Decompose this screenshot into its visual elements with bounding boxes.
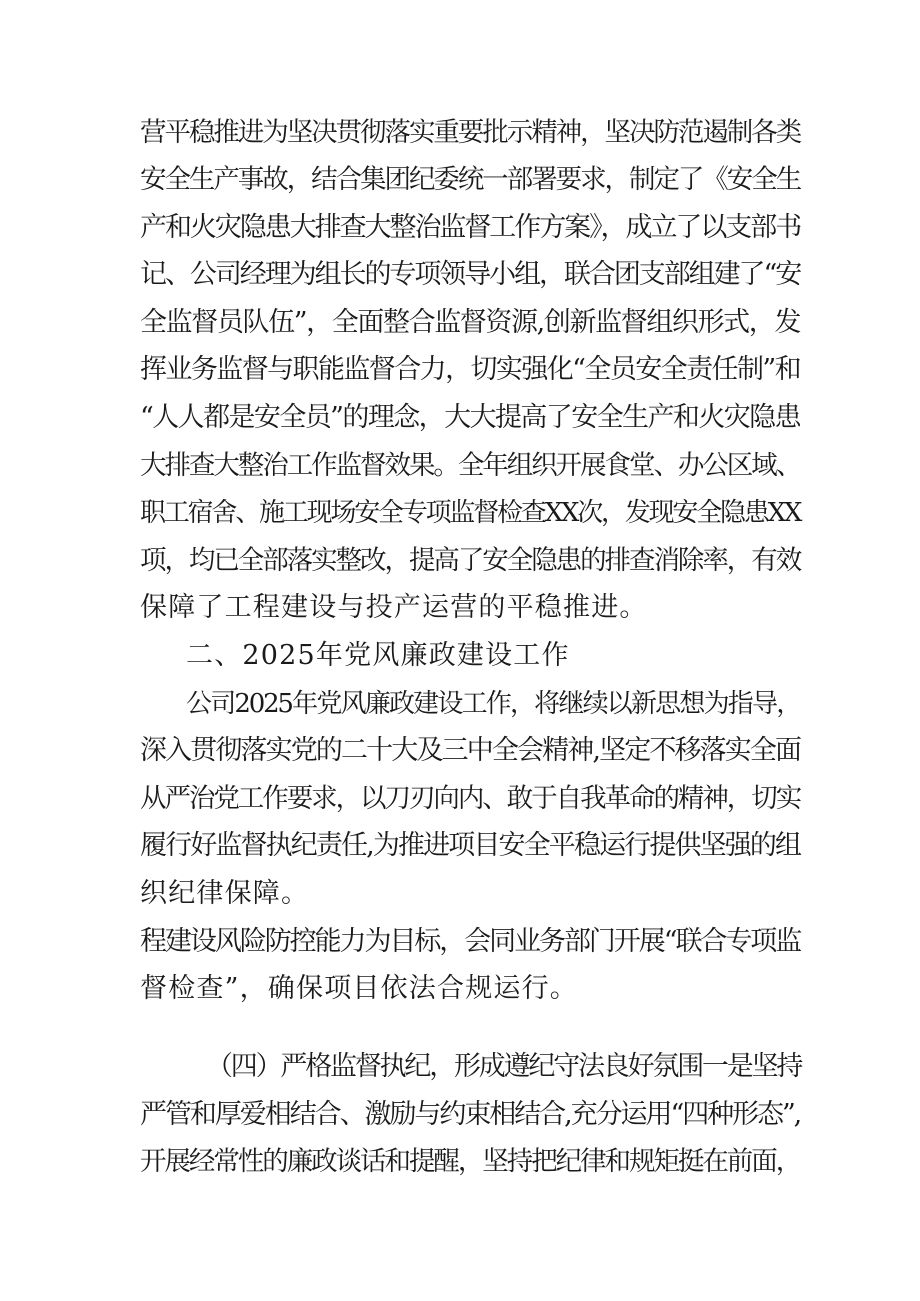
p1-line-5: 全监督员队伍”，全面整合监督资源,创新监督组织形式，发	[140, 307, 800, 338]
p1-line-4: 记、公司经理为组长的专项领导小组，联合团支部组建了“安	[140, 259, 800, 290]
p1-line-7: “人人都是安全员”的理念，大大提高了安全生产和火灾隐患	[140, 402, 800, 433]
p2-line-3: 从严治党工作要求，以刀刃向内、敢于自我革命的精神，切实	[140, 783, 800, 814]
p3-line-1: 程建设风险防控能力为目标，会同业务部门开展“联合专项监	[140, 926, 800, 957]
p1-line-2: 安全生产事故，结合集团纪委统一部署要求，制定了《安全生	[140, 164, 800, 195]
p1-line-1: 营平稳推进为坚决贯彻落实重要批示精神，坚决防范遏制各类	[140, 117, 800, 148]
p1-line-8: 大排查大整治工作监督效果。全年组织开展食堂、办公区域、	[140, 450, 800, 481]
p1-line-9: 职工宿舍、施工现场安全专项监督检查XX次，发现安全隐患XX	[140, 498, 801, 528]
p2-line-4: 履行好监督执纪责任,为推进项目安全平稳运行提供坚强的组	[140, 830, 800, 861]
p4-line-1: （四）严格监督执纪，形成遵纪守法良好氛围一是坚持	[206, 1051, 802, 1082]
p4-line-2: 严管和厚爱相结合、激励与约束相结合,充分运用“四种形态”,	[140, 1099, 800, 1130]
p3-line-2: 督检查”，确保项目依法合规运行。	[140, 973, 579, 1004]
p4-line-3: 开展经常性的廉政谈话和提醒，坚持把纪律和规矩挺在前面，	[140, 1146, 800, 1177]
p2-line-1: 公司2025年党风廉政建设工作，将继续以新思想为指导，	[186, 689, 800, 719]
section-heading: 二、2025年党风廉政建设工作	[186, 640, 570, 671]
p2-line-5: 织纪律保障。	[140, 878, 310, 909]
p1-line-3: 产和火灾隐患大排查大整治监督工作方案》，成立了以支部书	[140, 212, 800, 243]
p1-line-6: 挥业务监督与职能监督合力，切实强化“全员安全责任制”和	[140, 354, 800, 385]
p1-line-11: 保障了工程建设与投产运营的平稳推进。	[140, 592, 648, 623]
p2-line-2: 深入贯彻落实党的二十大及三中全会精神,坚定不移落实全面	[140, 735, 800, 766]
p1-line-10: 项，均已全部落实整改，提高了安全隐患的排查消除率，有效	[140, 545, 800, 576]
